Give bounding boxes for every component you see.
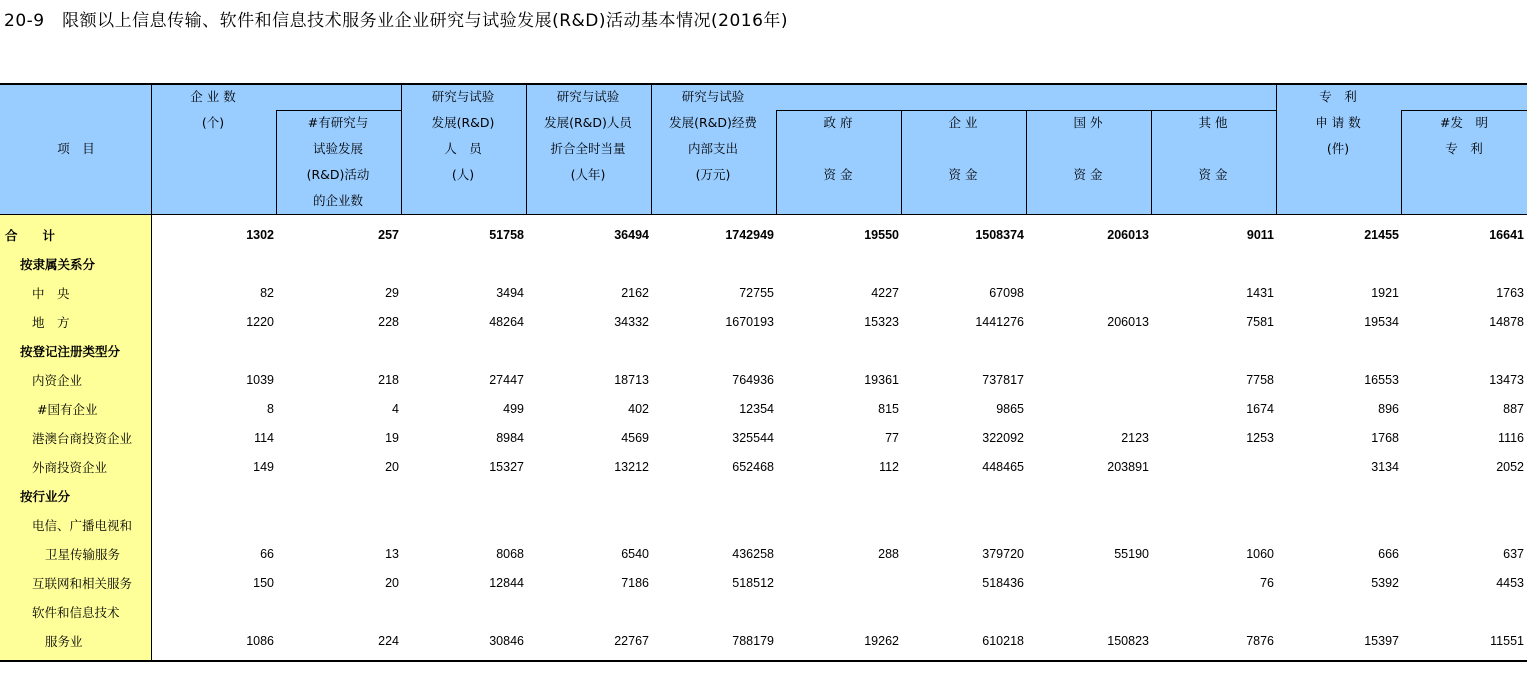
cell: 1441276 bbox=[975, 315, 1024, 329]
cell: 1670193 bbox=[725, 315, 774, 329]
table-row bbox=[0, 308, 1527, 337]
cell: 55190 bbox=[1114, 547, 1149, 561]
header-invention-patents: #发 明 bbox=[1440, 115, 1488, 130]
header-rd-enterprises: (R&D)活动 bbox=[306, 167, 370, 182]
top-rule bbox=[0, 83, 1527, 85]
cell: 76 bbox=[1260, 576, 1274, 590]
cell: 8984 bbox=[496, 431, 524, 445]
cell: 8 bbox=[267, 402, 274, 416]
cell: 325544 bbox=[732, 431, 774, 445]
cell: 20 bbox=[385, 576, 399, 590]
cell: 15327 bbox=[489, 460, 524, 474]
cell: 150823 bbox=[1107, 634, 1149, 648]
header-item: 项 目 bbox=[57, 141, 95, 156]
cell: 2052 bbox=[1496, 460, 1524, 474]
table-title: 20-9 限额以上信息传输、软件和信息技术服务业企业研究与试验发展(R&D)活动基本情况(2016年) bbox=[4, 11, 789, 31]
cell: 13 bbox=[385, 547, 399, 561]
cell: 3134 bbox=[1371, 460, 1399, 474]
table-row bbox=[0, 337, 1527, 366]
cell: 288 bbox=[878, 547, 899, 561]
row-label: 内资企业 bbox=[32, 373, 83, 388]
row-label: 电信、广播电视和 bbox=[32, 518, 133, 533]
cell: 4227 bbox=[871, 286, 899, 300]
cell: 20 bbox=[385, 460, 399, 474]
cell: 3494 bbox=[496, 286, 524, 300]
cell: 788179 bbox=[732, 634, 774, 648]
row-label: 卫星传输服务 bbox=[45, 547, 121, 562]
cell: 15397 bbox=[1364, 634, 1399, 648]
cell: 887 bbox=[1503, 402, 1524, 416]
header-foreign-funds: 资 金 bbox=[1073, 167, 1103, 182]
table-row bbox=[0, 424, 1527, 453]
header-patent-applications: 专 利 bbox=[1319, 89, 1357, 104]
header-divider bbox=[526, 85, 527, 214]
header-divider bbox=[276, 110, 277, 214]
cell: 499 bbox=[503, 402, 524, 416]
header-expenditure: 研究与试验 bbox=[681, 89, 745, 104]
table-row bbox=[0, 221, 1527, 250]
cell: 737817 bbox=[982, 373, 1024, 387]
cell: 72755 bbox=[739, 286, 774, 300]
cell: 224 bbox=[378, 634, 399, 648]
table-row bbox=[0, 482, 1527, 511]
cell: 150 bbox=[253, 576, 274, 590]
header-subrule-patents bbox=[1401, 110, 1527, 111]
cell: 206013 bbox=[1107, 228, 1149, 242]
header-other-funds: 资 金 bbox=[1198, 167, 1228, 182]
table-row bbox=[0, 395, 1527, 424]
cell: 19534 bbox=[1364, 315, 1399, 329]
header-expenditure: 发展(R&D)经费 bbox=[669, 115, 757, 130]
cell: 1674 bbox=[1246, 402, 1274, 416]
cell: 34332 bbox=[614, 315, 649, 329]
cell: 16553 bbox=[1364, 373, 1399, 387]
header-divider bbox=[401, 85, 402, 214]
row-label: 按登记注册类型分 bbox=[20, 344, 121, 359]
cell: 2123 bbox=[1121, 431, 1149, 445]
cell: 203891 bbox=[1107, 460, 1149, 474]
cell: 21455 bbox=[1364, 228, 1399, 242]
cell: 36494 bbox=[614, 228, 649, 242]
table-row bbox=[0, 511, 1527, 540]
cell: 4 bbox=[392, 402, 399, 416]
cell: 206013 bbox=[1107, 315, 1149, 329]
table-row bbox=[0, 627, 1527, 656]
cell: 402 bbox=[628, 402, 649, 416]
cell: 5392 bbox=[1371, 576, 1399, 590]
cell: 257 bbox=[378, 228, 399, 242]
header-fte: 研究与试验 bbox=[556, 89, 620, 104]
cell: 764936 bbox=[732, 373, 774, 387]
cell: 77 bbox=[885, 431, 899, 445]
cell: 12354 bbox=[739, 402, 774, 416]
header-fte-unit: (人年) bbox=[570, 167, 606, 182]
header-rd-personnel: 研究与试验 bbox=[431, 89, 495, 104]
cell: 1763 bbox=[1496, 286, 1524, 300]
cell: 48264 bbox=[489, 315, 524, 329]
header-enterprises: 企 业 数 bbox=[190, 89, 236, 104]
row-label: 软件和信息技术 bbox=[32, 605, 120, 620]
cell: 1060 bbox=[1246, 547, 1274, 561]
bottom-rule bbox=[0, 660, 1527, 662]
header-divider bbox=[776, 110, 777, 214]
row-label: 中 央 bbox=[32, 286, 70, 301]
header-patent-applications: 申 请 数 bbox=[1315, 115, 1361, 130]
cell: 1039 bbox=[246, 373, 274, 387]
row-label: 按隶属关系分 bbox=[20, 257, 96, 272]
header-fte: 发展(R&D)人员 bbox=[544, 115, 632, 130]
cell: 11551 bbox=[1490, 634, 1524, 648]
header-subrule-enterprises bbox=[276, 110, 401, 111]
cell: 1921 bbox=[1371, 286, 1399, 300]
cell: 19550 bbox=[864, 228, 899, 242]
table-row bbox=[0, 250, 1527, 279]
cell: 1220 bbox=[246, 315, 274, 329]
row-label: 外商投资企业 bbox=[32, 460, 108, 475]
cell: 16641 bbox=[1489, 228, 1524, 242]
cell: 1742949 bbox=[725, 228, 774, 242]
cell: 7581 bbox=[1246, 315, 1274, 329]
cell: 518512 bbox=[732, 576, 774, 590]
header-enterprises-unit: (个) bbox=[201, 115, 225, 130]
cell: 82 bbox=[260, 286, 274, 300]
cell: 18713 bbox=[614, 373, 649, 387]
cell: 218 bbox=[378, 373, 399, 387]
cell: 114 bbox=[254, 431, 274, 445]
header-divider bbox=[651, 85, 652, 214]
table-row bbox=[0, 366, 1527, 395]
cell: 19361 bbox=[864, 373, 899, 387]
header-divider bbox=[1026, 110, 1027, 214]
header-other-funds: 其 他 bbox=[1198, 115, 1228, 130]
header-fte: 折合全时当量 bbox=[550, 141, 626, 156]
header-rd-enterprises: 试验发展 bbox=[312, 141, 364, 156]
cell: 4453 bbox=[1496, 576, 1524, 590]
row-label: 地 方 bbox=[32, 315, 70, 330]
cell: 322092 bbox=[982, 431, 1024, 445]
table-row bbox=[0, 598, 1527, 627]
cell: 12844 bbox=[489, 576, 524, 590]
cell: 436258 bbox=[732, 547, 774, 561]
cell: 379720 bbox=[982, 547, 1024, 561]
header-bottom-rule bbox=[0, 214, 1527, 215]
header-invention-patents: 专 利 bbox=[1445, 141, 1483, 156]
header-rd-personnel: 人 员 bbox=[444, 141, 482, 156]
header-divider bbox=[1401, 110, 1402, 214]
cell: 815 bbox=[878, 402, 899, 416]
row-label: 按行业分 bbox=[20, 489, 71, 504]
cell: 1253 bbox=[1246, 431, 1274, 445]
table-row bbox=[0, 569, 1527, 598]
cell: 1116 bbox=[1498, 431, 1524, 445]
cell: 652468 bbox=[732, 460, 774, 474]
cell: 228 bbox=[378, 315, 399, 329]
cell: 66 bbox=[260, 547, 274, 561]
cell: 6540 bbox=[621, 547, 649, 561]
cell: 1768 bbox=[1371, 431, 1399, 445]
cell: 14878 bbox=[1489, 315, 1524, 329]
cell: 9011 bbox=[1246, 228, 1274, 242]
header-divider bbox=[1151, 110, 1152, 214]
header-divider bbox=[1276, 85, 1277, 214]
header-expenditure-unit: (万元) bbox=[695, 167, 731, 182]
row-label: 合 计 bbox=[5, 228, 56, 243]
cell: 149 bbox=[253, 460, 274, 474]
header-rd-enterprises: 的企业数 bbox=[312, 193, 364, 208]
table-row bbox=[0, 279, 1527, 308]
table-header-background bbox=[0, 85, 1527, 214]
cell: 666 bbox=[1378, 547, 1399, 561]
cell: 637 bbox=[1503, 547, 1524, 561]
header-expenditure: 内部支出 bbox=[687, 141, 739, 156]
table-row bbox=[0, 453, 1527, 482]
cell: 7758 bbox=[1246, 373, 1274, 387]
cell: 112 bbox=[879, 460, 899, 474]
cell: 7186 bbox=[621, 576, 649, 590]
header-rd-personnel: 发展(R&D) bbox=[431, 115, 495, 130]
row-label: 互联网和相关服务 bbox=[32, 576, 133, 591]
cell: 29 bbox=[385, 286, 399, 300]
cell: 610218 bbox=[982, 634, 1024, 648]
cell: 9865 bbox=[996, 402, 1024, 416]
cell: 7876 bbox=[1246, 634, 1274, 648]
cell: 896 bbox=[1378, 402, 1399, 416]
cell: 1302 bbox=[246, 228, 274, 242]
header-rd-personnel-unit: (人) bbox=[451, 167, 475, 182]
header-enterprise-funds: 企 业 bbox=[948, 115, 978, 130]
cell: 13473 bbox=[1489, 373, 1524, 387]
cell: 22767 bbox=[614, 634, 649, 648]
header-rd-enterprises: #有研究与 bbox=[307, 115, 369, 130]
row-label: 服务业 bbox=[45, 634, 83, 649]
row-label: 港澳台商投资企业 bbox=[32, 431, 133, 446]
header-foreign-funds: 国 外 bbox=[1073, 115, 1103, 130]
cell: 27447 bbox=[489, 373, 524, 387]
header-divider bbox=[901, 110, 902, 214]
row-label: #国有企业 bbox=[37, 402, 98, 417]
table-row bbox=[0, 540, 1527, 569]
header-patent-applications-unit: (件) bbox=[1326, 141, 1350, 156]
cell: 1431 bbox=[1246, 286, 1274, 300]
header-gov-funds: 政 府 bbox=[823, 115, 853, 130]
cell: 67098 bbox=[989, 286, 1024, 300]
cell: 518436 bbox=[982, 576, 1024, 590]
cell: 19262 bbox=[864, 634, 899, 648]
cell: 15323 bbox=[864, 315, 899, 329]
cell: 4569 bbox=[621, 431, 649, 445]
cell: 2162 bbox=[621, 286, 649, 300]
cell: 19 bbox=[385, 431, 399, 445]
cell: 30846 bbox=[489, 634, 524, 648]
header-enterprise-funds: 资 金 bbox=[948, 167, 978, 182]
cell: 1086 bbox=[246, 634, 274, 648]
header-gov-funds: 资 金 bbox=[823, 167, 853, 182]
cell: 13212 bbox=[614, 460, 649, 474]
cell: 448465 bbox=[982, 460, 1024, 474]
cell: 51758 bbox=[489, 228, 524, 242]
cell: 8068 bbox=[496, 547, 524, 561]
cell: 1508374 bbox=[975, 228, 1024, 242]
